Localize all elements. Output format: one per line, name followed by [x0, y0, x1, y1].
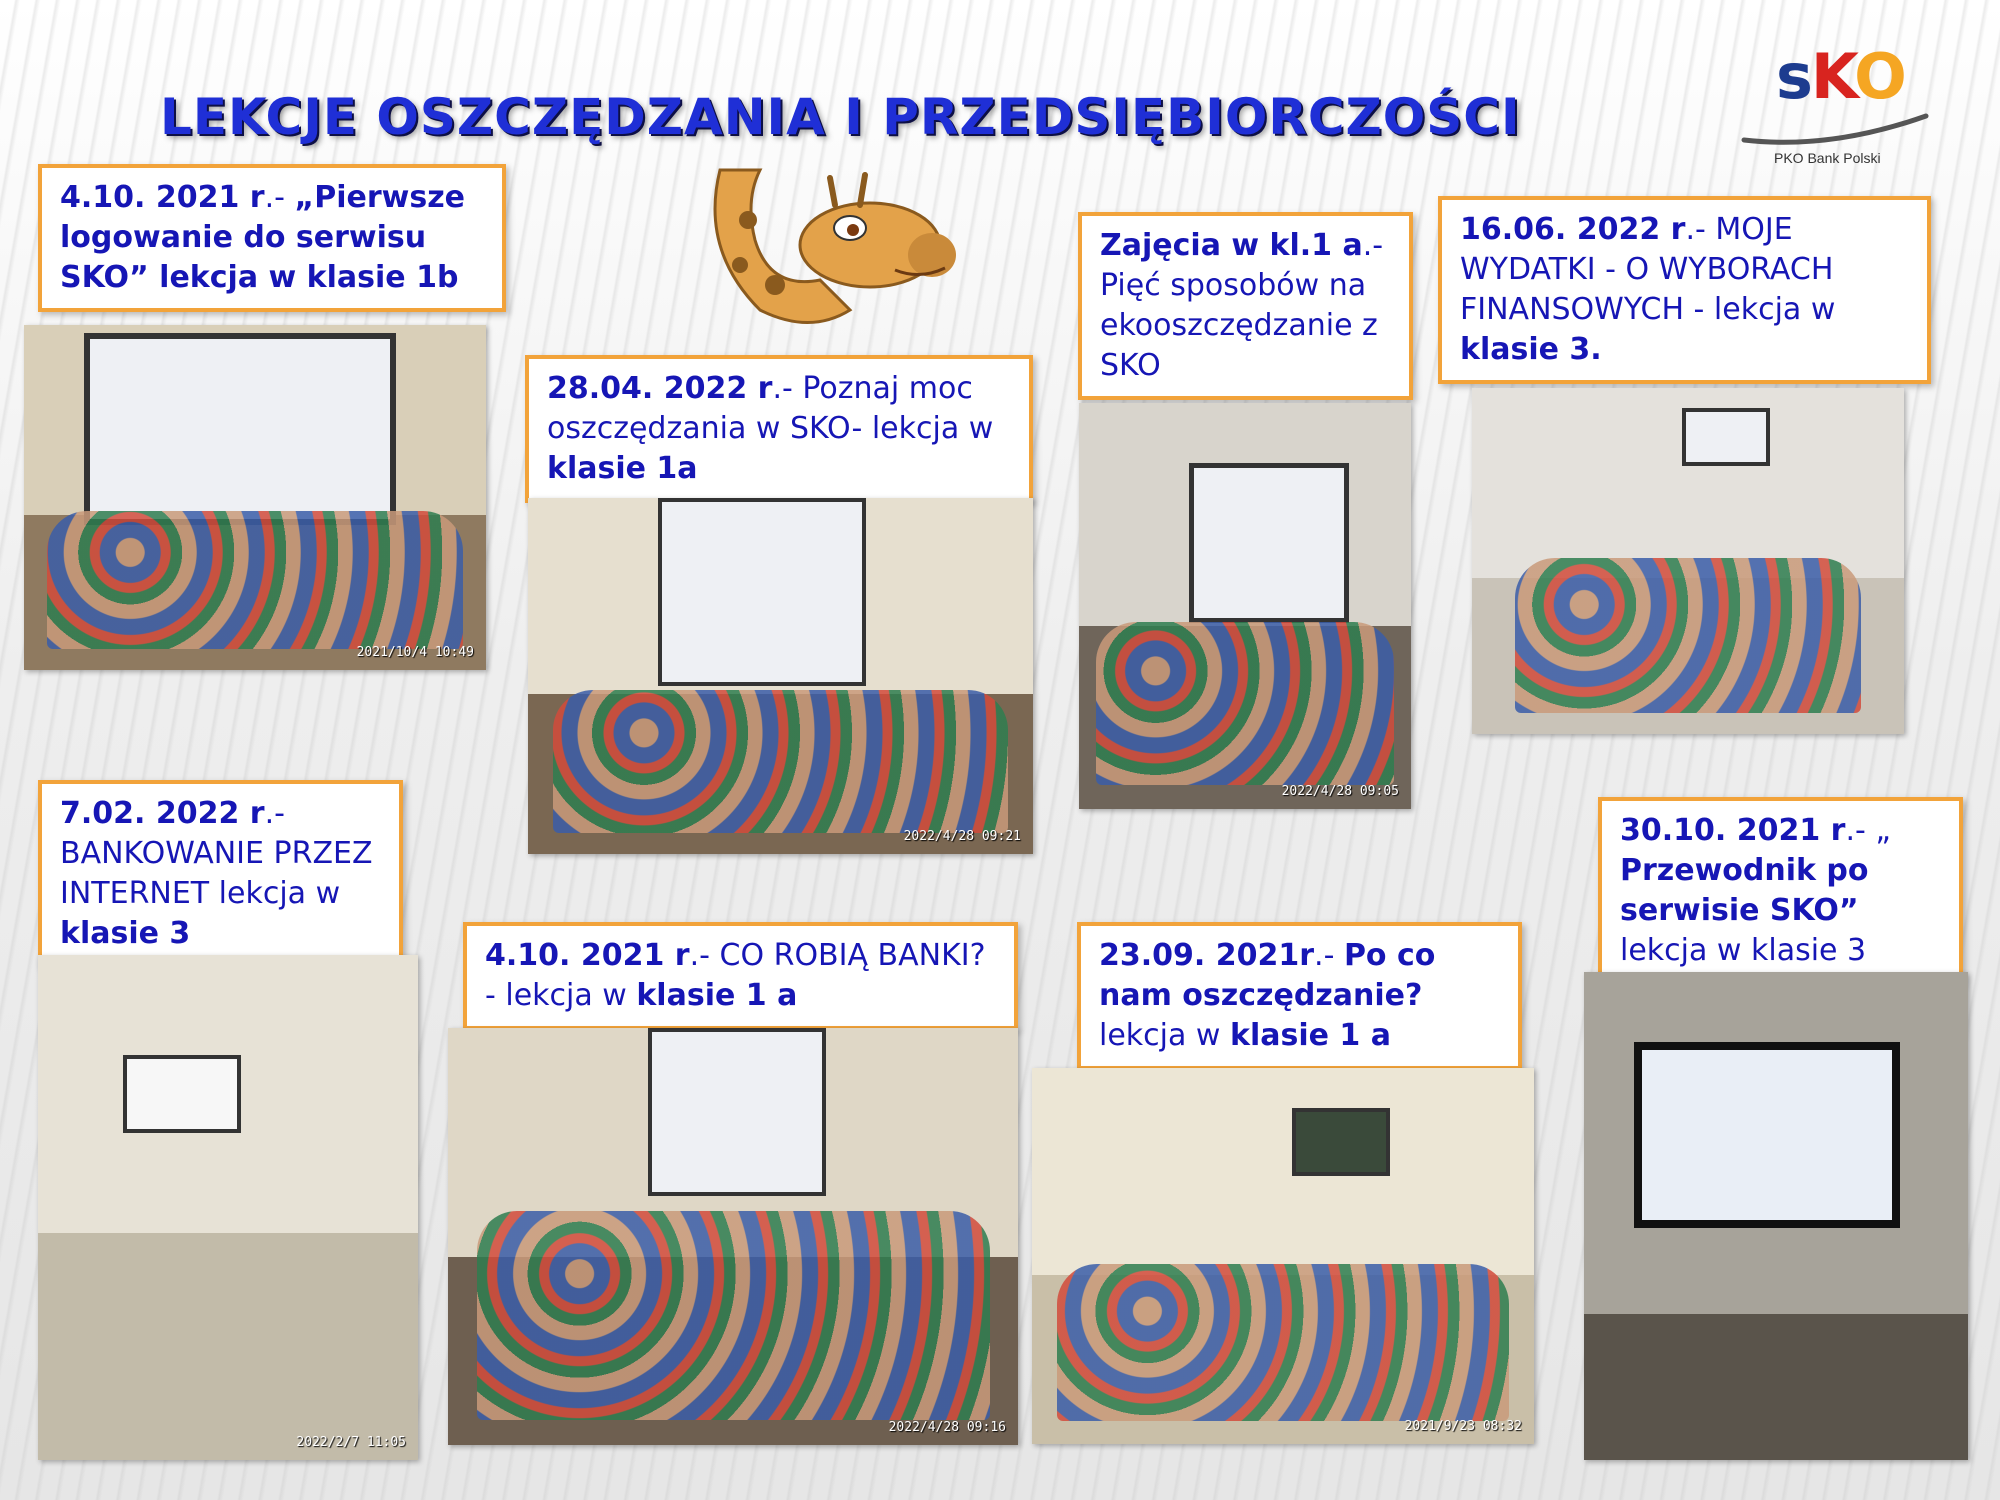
giraffe-mascot-icon: [700, 160, 960, 330]
photo-lesson-1a-poznaj: [528, 498, 1033, 854]
caption-2021-10-30-przewodnik: 30.10. 2021 r.- „ Przewodnik po serwisie SKO” lekcja w klasie 3: [1598, 797, 1963, 985]
caption-2022-02-07-bankowanie: 7.02. 2022 r.- BANKOWANIE PRZEZ INTERNET lekcja w klasie 3: [38, 780, 403, 968]
photo-lesson-klasa-3-wydatki: [1472, 388, 1904, 734]
photo-lesson-po-co-oszczedzanie: [1032, 1068, 1534, 1444]
caption-2022-04-28-poznaj-moc: 28.04. 2022 r.- Poznaj moc oszczędzania w SKO- lekcja w klasie 1a: [525, 355, 1033, 503]
sko-logo-mark: sKO: [1776, 40, 1905, 113]
caption-2022-06-16-moje-wydatki: 16.06. 2022 r.- MOJE WYDATKI - O WYBORACH FINANSOWYCH - lekcja w klasie 3.: [1438, 196, 1931, 384]
photo-timestamp: 2021/10/4 10:49: [356, 645, 474, 660]
page-title: LEKCJE OSZCZĘDZANIA I PRZEDSIĘBIORCZOŚCI: [160, 88, 1521, 146]
caption-2021-10-04-co-robia-banki: 4.10. 2021 r.- CO ROBIĄ BANKI? - lekcja w klasie 1 a: [463, 922, 1018, 1030]
caption-2021-10-04-logowanie: 4.10. 2021 r.- „Pierwsze logowanie do serwisu SKO” lekcja w klasie 1b: [38, 164, 506, 312]
photo-lesson-co-robia-banki: [448, 1028, 1018, 1445]
photo-timestamp: 2022/4/28 09:21: [903, 829, 1021, 844]
photo-lesson-bankowanie: [38, 955, 418, 1460]
logo-subtitle: PKO Bank Polski: [1774, 150, 1881, 166]
photo-lesson-1b: [24, 325, 486, 670]
caption-zajecia-kl1a: Zajęcia w kl.1 a.- Pięć sposobów na ekooszczędzanie z SKO: [1078, 212, 1413, 400]
photo-timestamp: 2022/2/7 11:05: [296, 1435, 406, 1450]
caption-2021-09-23-po-co: 23.09. 2021r.- Po co nam oszczędzanie? lekcja w klasie 1 a: [1077, 922, 1522, 1070]
logo-swoosh-icon: [1740, 110, 1930, 150]
photo-timestamp: 2021/9/23 08:32: [1404, 1419, 1522, 1434]
photo-timestamp: 2022/4/28 09:05: [1281, 784, 1399, 799]
photo-lesson-ekooszczedzanie: [1079, 403, 1411, 809]
photo-timestamp: 2022/4/28 09:16: [888, 1420, 1006, 1435]
sko-logo: [1740, 40, 1940, 170]
photo-lesson-przewodnik: [1584, 972, 1968, 1460]
